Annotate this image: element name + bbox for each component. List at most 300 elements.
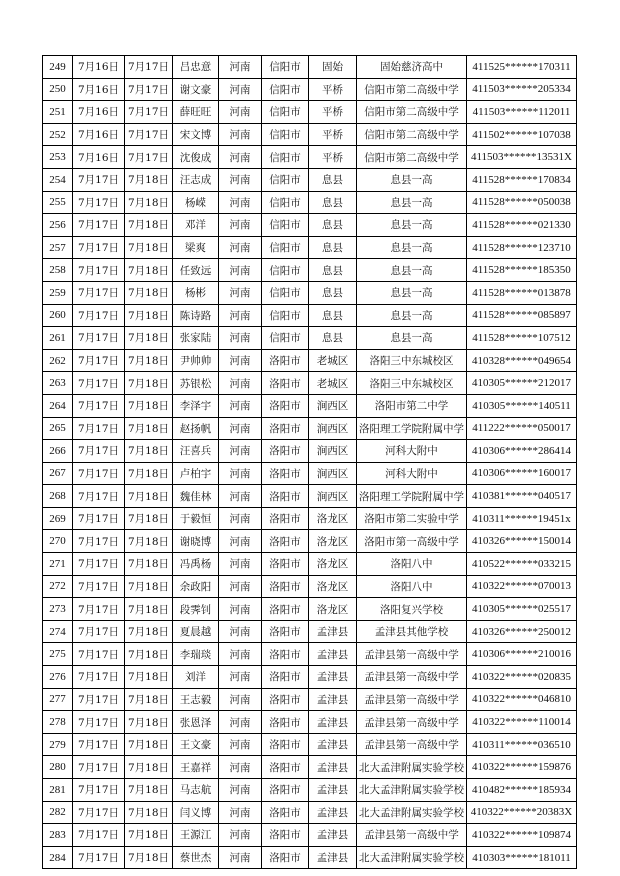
school-cell: 孟津县第一高级中学: [357, 643, 467, 666]
row-number-cell: 253: [43, 146, 73, 169]
city-cell: 信阳市: [262, 214, 309, 237]
district-cell: 孟津县: [309, 779, 357, 802]
city-cell: 信阳市: [262, 327, 309, 350]
departure-date-cell: 7月18日: [125, 530, 173, 553]
id-number-cell: 410322******070013: [467, 575, 577, 598]
district-cell: 涧西区: [309, 440, 357, 463]
departure-date-cell: 7月18日: [125, 462, 173, 485]
table-row: [43, 394, 577, 417]
city-cell: 洛阳市: [262, 598, 309, 621]
province-cell: 河南: [219, 146, 262, 169]
id-number-cell: 410381******040517: [467, 485, 577, 508]
province-cell: 河南: [219, 236, 262, 259]
student-name-cell: 王源江: [173, 824, 219, 847]
row-number-cell: 259: [43, 281, 73, 304]
row-number-cell: 265: [43, 417, 73, 440]
province-cell: 河南: [219, 462, 262, 485]
id-number-cell: 410322******046810: [467, 688, 577, 711]
table-row: [43, 281, 577, 304]
district-cell: 孟津县: [309, 846, 357, 869]
arrival-date-cell: 7月16日: [73, 101, 125, 124]
school-cell: 北大孟津附属实验学校: [357, 801, 467, 824]
city-cell: 信阳市: [262, 146, 309, 169]
departure-date-cell: 7月18日: [125, 417, 173, 440]
arrival-date-cell: 7月17日: [73, 553, 125, 576]
row-number-cell: 266: [43, 440, 73, 463]
table-row: [43, 575, 577, 598]
student-name-cell: 谢文豪: [173, 78, 219, 101]
student-name-cell: 杨彬: [173, 281, 219, 304]
arrival-date-cell: 7月17日: [73, 666, 125, 689]
student-name-cell: 李瑞琰: [173, 643, 219, 666]
table-row: [43, 620, 577, 643]
city-cell: 洛阳市: [262, 824, 309, 847]
row-number-cell: 255: [43, 191, 73, 214]
student-name-cell: 汪喜兵: [173, 440, 219, 463]
city-cell: 信阳市: [262, 304, 309, 327]
id-number-cell: 410306******210016: [467, 643, 577, 666]
arrival-date-cell: 7月17日: [73, 530, 125, 553]
district-cell: 洛龙区: [309, 507, 357, 530]
student-name-cell: 梁爽: [173, 236, 219, 259]
school-cell: 洛阳理工学院附属中学: [357, 417, 467, 440]
district-cell: 孟津县: [309, 801, 357, 824]
district-cell: 平桥: [309, 78, 357, 101]
school-cell: 孟津县其他学校: [357, 620, 467, 643]
arrival-date-cell: 7月17日: [73, 485, 125, 508]
district-cell: 老城区: [309, 372, 357, 395]
province-cell: 河南: [219, 530, 262, 553]
arrival-date-cell: 7月17日: [73, 643, 125, 666]
departure-date-cell: 7月18日: [125, 575, 173, 598]
city-cell: 洛阳市: [262, 756, 309, 779]
row-number-cell: 277: [43, 688, 73, 711]
district-cell: 息县: [309, 236, 357, 259]
city-cell: 信阳市: [262, 191, 309, 214]
district-cell: 平桥: [309, 101, 357, 124]
departure-date-cell: 7月18日: [125, 711, 173, 734]
arrival-date-cell: 7月17日: [73, 327, 125, 350]
student-name-cell: 杨嵘: [173, 191, 219, 214]
id-number-cell: 410482******185934: [467, 779, 577, 802]
province-cell: 河南: [219, 643, 262, 666]
city-cell: 洛阳市: [262, 440, 309, 463]
arrival-date-cell: 7月16日: [73, 123, 125, 146]
departure-date-cell: 7月17日: [125, 101, 173, 124]
district-cell: 涧西区: [309, 417, 357, 440]
student-name-cell: 沈俊成: [173, 146, 219, 169]
id-number-cell: 410306******286414: [467, 440, 577, 463]
district-cell: 孟津县: [309, 620, 357, 643]
departure-date-cell: 7月18日: [125, 304, 173, 327]
data-sheet: [42, 55, 577, 869]
school-cell: 洛阳市第二中学: [357, 394, 467, 417]
table-row: [43, 598, 577, 621]
province-cell: 河南: [219, 417, 262, 440]
province-cell: 河南: [219, 553, 262, 576]
row-number-cell: 262: [43, 349, 73, 372]
id-number-cell: 410305******140511: [467, 394, 577, 417]
province-cell: 河南: [219, 846, 262, 869]
school-cell: 北大孟津附属实验学校: [357, 756, 467, 779]
school-cell: 信阳市第二高级中学: [357, 123, 467, 146]
id-number-cell: 410322******020835: [467, 666, 577, 689]
row-number-cell: 263: [43, 372, 73, 395]
id-number-cell: 411503******13531X: [467, 146, 577, 169]
city-cell: 洛阳市: [262, 462, 309, 485]
departure-date-cell: 7月18日: [125, 327, 173, 350]
departure-date-cell: 7月17日: [125, 123, 173, 146]
id-number-cell: 410328******049654: [467, 349, 577, 372]
arrival-date-cell: 7月17日: [73, 462, 125, 485]
district-cell: 息县: [309, 168, 357, 191]
row-number-cell: 257: [43, 236, 73, 259]
province-cell: 河南: [219, 259, 262, 282]
row-number-cell: 252: [43, 123, 73, 146]
departure-date-cell: 7月18日: [125, 779, 173, 802]
district-cell: 固始: [309, 56, 357, 79]
province-cell: 河南: [219, 575, 262, 598]
district-cell: 孟津县: [309, 733, 357, 756]
departure-date-cell: 7月18日: [125, 620, 173, 643]
table-row: [43, 349, 577, 372]
table-row: [43, 462, 577, 485]
district-cell: 孟津县: [309, 666, 357, 689]
table-row: [43, 530, 577, 553]
student-name-cell: 苏银松: [173, 372, 219, 395]
city-cell: 洛阳市: [262, 530, 309, 553]
province-cell: 河南: [219, 666, 262, 689]
province-cell: 河南: [219, 440, 262, 463]
id-number-cell: 410522******033215: [467, 553, 577, 576]
departure-date-cell: 7月18日: [125, 688, 173, 711]
student-name-cell: 于毅恒: [173, 507, 219, 530]
row-number-cell: 275: [43, 643, 73, 666]
id-number-cell: 411222******050017: [467, 417, 577, 440]
province-cell: 河南: [219, 214, 262, 237]
arrival-date-cell: 7月17日: [73, 733, 125, 756]
departure-date-cell: 7月18日: [125, 598, 173, 621]
student-name-cell: 宋文博: [173, 123, 219, 146]
id-number-cell: 411528******185350: [467, 259, 577, 282]
arrival-date-cell: 7月17日: [73, 756, 125, 779]
id-number-cell: 410322******159876: [467, 756, 577, 779]
arrival-date-cell: 7月17日: [73, 711, 125, 734]
district-cell: 孟津县: [309, 688, 357, 711]
district-cell: 息县: [309, 304, 357, 327]
arrival-date-cell: 7月17日: [73, 168, 125, 191]
school-cell: 孟津县第一高级中学: [357, 824, 467, 847]
school-cell: 北大孟津附属实验学校: [357, 846, 467, 869]
district-cell: 息县: [309, 281, 357, 304]
city-cell: 洛阳市: [262, 349, 309, 372]
student-name-cell: 刘洋: [173, 666, 219, 689]
province-cell: 河南: [219, 168, 262, 191]
arrival-date-cell: 7月17日: [73, 304, 125, 327]
table-row: [43, 327, 577, 350]
id-number-cell: 411528******050038: [467, 191, 577, 214]
city-cell: 洛阳市: [262, 733, 309, 756]
city-cell: 信阳市: [262, 123, 309, 146]
district-cell: 息县: [309, 327, 357, 350]
arrival-date-cell: 7月17日: [73, 417, 125, 440]
student-name-cell: 邓洋: [173, 214, 219, 237]
table-row: [43, 711, 577, 734]
arrival-date-cell: 7月17日: [73, 236, 125, 259]
row-number-cell: 280: [43, 756, 73, 779]
departure-date-cell: 7月18日: [125, 801, 173, 824]
school-cell: 洛阳八中: [357, 553, 467, 576]
school-cell: 息县一高: [357, 191, 467, 214]
student-name-cell: 赵扬帆: [173, 417, 219, 440]
district-cell: 涧西区: [309, 485, 357, 508]
row-number-cell: 250: [43, 78, 73, 101]
table-row: [43, 304, 577, 327]
student-name-cell: 谢晓博: [173, 530, 219, 553]
city-cell: 信阳市: [262, 281, 309, 304]
school-cell: 洛阳理工学院附属中学: [357, 485, 467, 508]
district-cell: 孟津县: [309, 824, 357, 847]
departure-date-cell: 7月18日: [125, 846, 173, 869]
district-cell: 息县: [309, 191, 357, 214]
province-cell: 河南: [219, 507, 262, 530]
district-cell: 洛龙区: [309, 530, 357, 553]
student-name-cell: 尹帅帅: [173, 349, 219, 372]
table-row: [43, 123, 577, 146]
district-cell: 老城区: [309, 349, 357, 372]
table-row: [43, 666, 577, 689]
province-cell: 河南: [219, 485, 262, 508]
arrival-date-cell: 7月17日: [73, 507, 125, 530]
departure-date-cell: 7月18日: [125, 666, 173, 689]
school-cell: 息县一高: [357, 327, 467, 350]
arrival-date-cell: 7月17日: [73, 575, 125, 598]
arrival-date-cell: 7月17日: [73, 440, 125, 463]
departure-date-cell: 7月18日: [125, 394, 173, 417]
id-number-cell: 410322******20383X: [467, 801, 577, 824]
school-cell: 息县一高: [357, 236, 467, 259]
id-number-cell: 411503******112011: [467, 101, 577, 124]
student-name-cell: 陈诗路: [173, 304, 219, 327]
student-name-cell: 王文豪: [173, 733, 219, 756]
province-cell: 河南: [219, 598, 262, 621]
arrival-date-cell: 7月17日: [73, 779, 125, 802]
table-row: [43, 101, 577, 124]
province-cell: 河南: [219, 688, 262, 711]
district-cell: 息县: [309, 259, 357, 282]
arrival-date-cell: 7月17日: [73, 372, 125, 395]
row-number-cell: 278: [43, 711, 73, 734]
city-cell: 信阳市: [262, 168, 309, 191]
row-number-cell: 267: [43, 462, 73, 485]
table-row: [43, 214, 577, 237]
student-table: [42, 55, 577, 869]
table-row: [43, 779, 577, 802]
row-number-cell: 281: [43, 779, 73, 802]
row-number-cell: 283: [43, 824, 73, 847]
row-number-cell: 271: [43, 553, 73, 576]
departure-date-cell: 7月18日: [125, 507, 173, 530]
student-name-cell: 任致远: [173, 259, 219, 282]
row-number-cell: 261: [43, 327, 73, 350]
student-name-cell: 李泽宇: [173, 394, 219, 417]
student-name-cell: 马志航: [173, 779, 219, 802]
city-cell: 信阳市: [262, 259, 309, 282]
district-cell: 洛龙区: [309, 553, 357, 576]
school-cell: 孟津县第一高级中学: [357, 666, 467, 689]
province-cell: 河南: [219, 824, 262, 847]
id-number-cell: 410311******19451x: [467, 507, 577, 530]
school-cell: 固始慈济高中: [357, 56, 467, 79]
province-cell: 河南: [219, 620, 262, 643]
province-cell: 河南: [219, 281, 262, 304]
province-cell: 河南: [219, 756, 262, 779]
student-name-cell: 薛旺旺: [173, 101, 219, 124]
student-name-cell: 汪志成: [173, 168, 219, 191]
id-number-cell: 411528******170834: [467, 168, 577, 191]
province-cell: 河南: [219, 733, 262, 756]
province-cell: 河南: [219, 394, 262, 417]
table-row: [43, 146, 577, 169]
city-cell: 洛阳市: [262, 801, 309, 824]
table-row: [43, 417, 577, 440]
departure-date-cell: 7月18日: [125, 733, 173, 756]
row-number-cell: 272: [43, 575, 73, 598]
arrival-date-cell: 7月17日: [73, 394, 125, 417]
id-number-cell: 410322******109874: [467, 824, 577, 847]
province-cell: 河南: [219, 56, 262, 79]
school-cell: 息县一高: [357, 259, 467, 282]
table-row: [43, 259, 577, 282]
row-number-cell: 274: [43, 620, 73, 643]
row-number-cell: 251: [43, 101, 73, 124]
province-cell: 河南: [219, 101, 262, 124]
province-cell: 河南: [219, 304, 262, 327]
school-cell: 孟津县第一高级中学: [357, 688, 467, 711]
district-cell: 平桥: [309, 123, 357, 146]
school-cell: 信阳市第二高级中学: [357, 101, 467, 124]
row-number-cell: 260: [43, 304, 73, 327]
table-row: [43, 236, 577, 259]
id-number-cell: 411528******085897: [467, 304, 577, 327]
id-number-cell: 410305******025517: [467, 598, 577, 621]
row-number-cell: 254: [43, 168, 73, 191]
city-cell: 信阳市: [262, 78, 309, 101]
district-cell: 孟津县: [309, 756, 357, 779]
departure-date-cell: 7月18日: [125, 259, 173, 282]
province-cell: 河南: [219, 779, 262, 802]
student-name-cell: 王志毅: [173, 688, 219, 711]
city-cell: 洛阳市: [262, 553, 309, 576]
id-number-cell: 411528******123710: [467, 236, 577, 259]
table-row: [43, 733, 577, 756]
row-number-cell: 284: [43, 846, 73, 869]
school-cell: 洛阳三中东城校区: [357, 349, 467, 372]
arrival-date-cell: 7月16日: [73, 78, 125, 101]
table-row: [43, 507, 577, 530]
departure-date-cell: 7月18日: [125, 440, 173, 463]
departure-date-cell: 7月17日: [125, 56, 173, 79]
arrival-date-cell: 7月17日: [73, 824, 125, 847]
departure-date-cell: 7月18日: [125, 643, 173, 666]
school-cell: 信阳市第二高级中学: [357, 78, 467, 101]
district-cell: 息县: [309, 214, 357, 237]
departure-date-cell: 7月18日: [125, 349, 173, 372]
table-row: [43, 801, 577, 824]
school-cell: 孟津县第一高级中学: [357, 711, 467, 734]
city-cell: 洛阳市: [262, 779, 309, 802]
id-number-cell: 411528******013878: [467, 281, 577, 304]
row-number-cell: 276: [43, 666, 73, 689]
school-cell: 洛阳市第一高级中学: [357, 530, 467, 553]
student-name-cell: 段霁钊: [173, 598, 219, 621]
id-number-cell: 410305******212017: [467, 372, 577, 395]
province-cell: 河南: [219, 327, 262, 350]
row-number-cell: 270: [43, 530, 73, 553]
arrival-date-cell: 7月16日: [73, 146, 125, 169]
departure-date-cell: 7月17日: [125, 78, 173, 101]
table-row: [43, 688, 577, 711]
student-name-cell: 余政阳: [173, 575, 219, 598]
departure-date-cell: 7月18日: [125, 168, 173, 191]
district-cell: 洛龙区: [309, 598, 357, 621]
city-cell: 信阳市: [262, 101, 309, 124]
row-number-cell: 273: [43, 598, 73, 621]
student-name-cell: 张恩泽: [173, 711, 219, 734]
province-cell: 河南: [219, 349, 262, 372]
school-cell: 孟津县第一高级中学: [357, 733, 467, 756]
student-name-cell: 吕忠意: [173, 56, 219, 79]
id-number-cell: 410303******181011: [467, 846, 577, 869]
table-row: [43, 485, 577, 508]
school-cell: 息县一高: [357, 281, 467, 304]
district-cell: 涧西区: [309, 394, 357, 417]
row-number-cell: 268: [43, 485, 73, 508]
id-number-cell: 410306******160017: [467, 462, 577, 485]
arrival-date-cell: 7月17日: [73, 598, 125, 621]
province-cell: 河南: [219, 123, 262, 146]
district-cell: 涧西区: [309, 462, 357, 485]
departure-date-cell: 7月18日: [125, 756, 173, 779]
arrival-date-cell: 7月17日: [73, 846, 125, 869]
school-cell: 信阳市第二高级中学: [357, 146, 467, 169]
city-cell: 洛阳市: [262, 575, 309, 598]
departure-date-cell: 7月18日: [125, 553, 173, 576]
city-cell: 洛阳市: [262, 417, 309, 440]
arrival-date-cell: 7月16日: [73, 56, 125, 79]
province-cell: 河南: [219, 191, 262, 214]
id-number-cell: 411503******205334: [467, 78, 577, 101]
city-cell: 洛阳市: [262, 711, 309, 734]
province-cell: 河南: [219, 372, 262, 395]
city-cell: 洛阳市: [262, 507, 309, 530]
table-row: [43, 846, 577, 869]
province-cell: 河南: [219, 711, 262, 734]
id-number-cell: 411525******170311: [467, 56, 577, 79]
district-cell: 孟津县: [309, 711, 357, 734]
city-cell: 洛阳市: [262, 485, 309, 508]
table-row: [43, 824, 577, 847]
student-name-cell: 魏佳林: [173, 485, 219, 508]
id-number-cell: 410322******110014: [467, 711, 577, 734]
school-cell: 息县一高: [357, 214, 467, 237]
departure-date-cell: 7月18日: [125, 214, 173, 237]
city-cell: 信阳市: [262, 236, 309, 259]
table-row: [43, 643, 577, 666]
id-number-cell: 411502******107038: [467, 123, 577, 146]
school-cell: 北大孟津附属实验学校: [357, 779, 467, 802]
student-name-cell: 王嘉祥: [173, 756, 219, 779]
